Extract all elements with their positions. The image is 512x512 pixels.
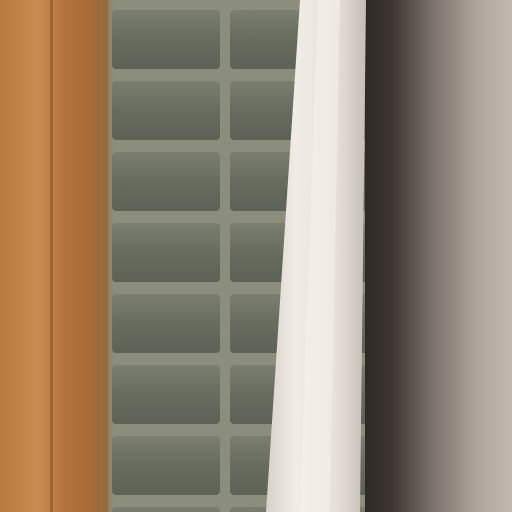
wooden-frame-groove: [50, 0, 53, 512]
wooden-frame-edge-fade: [100, 0, 114, 512]
glass-block: [112, 294, 220, 353]
glass-block: [112, 10, 220, 69]
glass-block: [112, 223, 220, 282]
glass-block: [112, 152, 220, 211]
glass-block: [112, 365, 220, 424]
glass-block: [112, 436, 220, 495]
shadowed-wall: [365, 0, 512, 512]
glass-block: [112, 507, 220, 512]
glass-block: [112, 81, 220, 140]
wooden-frame: [0, 0, 108, 512]
